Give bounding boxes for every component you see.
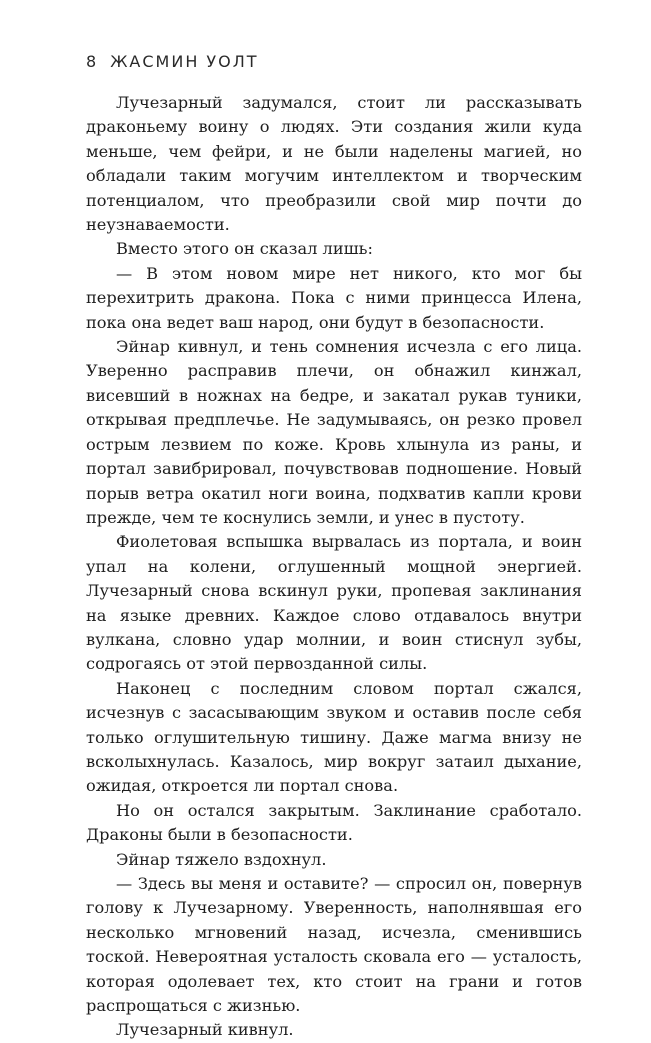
author-name: ЖАСМИН УОЛТ <box>110 52 259 71</box>
paragraph: Эйнар тяжело вздохнул. <box>116 849 327 869</box>
paragraph: — В этом новом мире нет никого, кто мог бы перехитрить дракона. Пока с ними принцесса Илена, пока она ведет ваш народ, они будут в безопасности. <box>86 263 582 332</box>
running-header <box>86 52 259 71</box>
paragraph: Лучезарный задумался, стоит ли рассказывать драконьему воину о людях. Эти создания жили куда меньше, чем фейри, и не были наделены магией, но обладали таким могучим интеллектом и творческим потенциалом, что преобразили свой мир почти до неузнаваемости. <box>86 93 582 235</box>
paragraph: Но он остался закрытым. Заклинание сработало. Драконы были в безопасности. <box>86 800 582 845</box>
paragraph: Наконец с последним словом портал сжался, исчезнув с засасывающим звуком и оставив после себя только оглушительную тишину. Даже магма внизу не всколыхнулась. Казалось, мир вокруг затаил дыхание, ожидая, откроется ли портал снова. <box>86 678 582 796</box>
paragraph: Эйнар кивнул, и тень сомнения исчезла с его лица. Уверенно расправив плечи, он обнажил кинжал, висевший в ножнах на бедре, и закатал рукав туники, открывая предплечье. Не задумываясь, он резко провел острым лезвием по коже. Кровь хлынула из раны, и портал завибрировал, почувствовав подношение. Новый порыв ветра окатил ноги воина, подхватив капли крови прежде, чем те коснулись земли, и унес в пустоту. <box>86 337 582 527</box>
paragraph: — Здесь вы меня и оставите? — спросил он, повернув голову к Лучезарному. Уверенность, наполнявшая его несколько мгновений назад, исчезла, сменившись тоской. Невероятная усталость сковала его — усталость, которая одолевает тех, кто стоит на грани и готов распрощаться с жизнью. <box>86 874 582 1016</box>
page-number: 8 <box>86 52 99 71</box>
paragraph: Вместо этого он сказал лишь: <box>116 239 373 259</box>
paragraph: Фиолетовая вспышка вырвалась из портала, и воин упал на колени, оглушенный мощной энергией. Лучезарный снова вскинул руки, пропевая заклинания на языке древних. Каждое слово отдавалось внутри вулкана, словно удар молнии, и воин стиснул зубы, содрогаясь от этой первозданной силы. <box>86 532 582 674</box>
paragraph: Лучезарный кивнул. <box>116 1020 294 1040</box>
page-body <box>86 91 582 1043</box>
